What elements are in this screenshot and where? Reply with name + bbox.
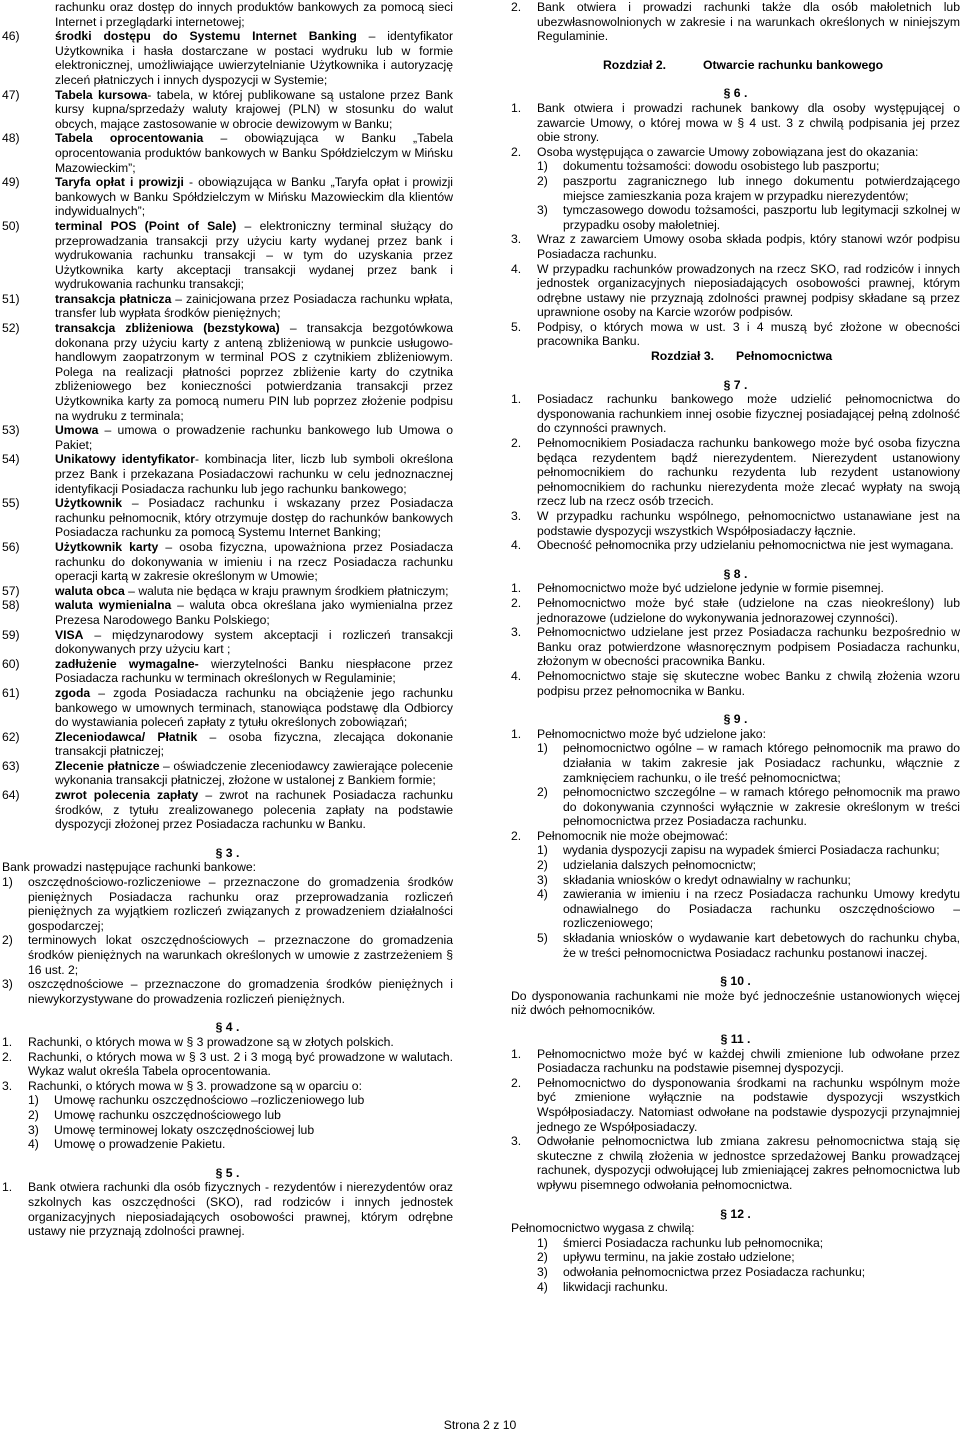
sub-item [511,931,960,960]
section-6-list-cont [511,232,960,349]
definition-item [2,29,453,87]
numbered-item-number: 3. [511,509,522,523]
definition-text: – Posiadacz rachunku i wskazany przez Posiadacza rachunku pełnomocnik, który otrzymuje dostęp do rachunków bankowych Posiadacza rachunku za pomocą Systemu Internet Banking; [55,496,453,540]
sub-item [2,1137,453,1152]
section-6-list [511,101,960,159]
definition-text: – elektroniczny terminal służący do przeprowadzania transakcji przy użyciu karty wydanej przez bank i wydrukowania rachunku transakcji – w tym do uzyskania przez Użytkownika karty akceptacji transakcji wydanej przez bank i wydrukowania rachunku transakcji; [55,218,453,292]
sub-item [511,887,960,931]
sub-item-number: 3) [28,1122,39,1137]
numbered-item-number: 2. [511,595,522,610]
numbered-item-number: 2. [511,144,522,159]
sub-item-text: pełnomocnictwo ogólne – w ramach którego pełnomocnik ma prawo do działania w takim zakresie jak Posiadacz rachunku, włącznie z zamknięciem rachunku, o ile treść pełnomocnictwa; [563,741,960,785]
numbered-item [511,320,960,349]
definition-term: Umowa [55,423,99,438]
sub-item-number: 1) [537,1235,548,1250]
numbered-item-text: Rachunki, o których mowa w § 3. prowadzone są w oparciu o: [28,1078,362,1093]
definition-text: – osoba fizyczna, upoważniona przez Posiadacza rachunku do dokonywania w imieniu i na rzecz Posiadacza rachunku operacji kartą w zakresie określonym w Umowie; [55,539,453,584]
sub-item-number: 2) [537,1250,548,1265]
numbered-item [511,392,960,436]
numbered-item-number: 2. [2,1049,13,1064]
sub-item-text: Umowę o prowadzenie Pakietu. [54,1137,226,1152]
numbered-item-text: Osoba występująca o zawarcie Umowy zobowiązana jest do okazania: [537,144,919,159]
numbered-item-number: 2. [511,436,522,451]
numbered-item-number: 1. [511,100,522,115]
definition-term: zwrot polecenia zapłaty [55,788,199,803]
numbered-item-number: 3. [511,1134,522,1149]
definition-item [2,452,453,496]
definition-term: środki dostępu do Systemu Internet Banking [55,29,357,44]
list-item [2,933,453,977]
sub-item [511,1236,960,1251]
section-8-list [511,581,960,698]
definition-number: 46) [2,29,20,44]
numbered-item-number: 5. [511,319,522,334]
definition-term: transakcja zbliżeniowa (bezstykowa) [55,321,280,336]
numbered-item-text: Wraz z zawarciem Umowy osoba składa podpis, który stanowi wzór podpisu Posiadacza rachunku. [537,232,960,261]
definition-item [2,730,453,759]
numbered-item-text: Rachunki, o których mowa w § 3 ust. 2 i 3 mogą być prowadzone w walutach. Wykaz walut określa Tabela oprocentowania. [28,1049,453,1079]
definition-number: 50) [2,218,20,233]
definition-term: zadłużenie wymagalne- [55,656,199,671]
section-4-sublist [2,1093,453,1151]
sub-item [511,741,960,785]
sub-item [2,1123,453,1138]
definition-item [2,686,453,730]
numbered-item [2,1180,453,1238]
definition-term: Unikatowy identyfikator [55,452,195,467]
numbered-item-number: 3. [2,1078,13,1093]
section-10-text: Do dysponowania rachunkami nie może być jednocześnie ustanowionych więcej niż dwóch pełnomocników. [511,988,960,1018]
sub-item-number: 5) [537,931,548,946]
section-12-sublist [511,1236,960,1294]
numbered-item-number: 3. [511,232,522,247]
numbered-item-number: 1. [2,1034,13,1049]
definition-item [2,88,453,132]
definition-number: 55) [2,496,20,511]
numbered-item-text: Bank otwiera i prowadzi rachunki także dla osób małoletnich lub ubezwłasnowolnionych w zakresie i na warunkach określonych w niniejszym Regulaminie. [537,0,960,44]
list-item-number: 1) [2,875,13,890]
definition-text: – transakcja bezgotówkowa dokonana przy użyciu karty z anteną zbliżeniową w punkcie usługowo-handlowym zaopatrzonym w terminal POS z czytnikiem zbliżeniowym. Polega na realizacji płatności poprzez zbliżenie karty do czytnika zbliżeniowego bez konieczności potwierdzania transakcji przez Użytkownika karty za pomocą numeru PIN lub poprzez złożenie podpisu na wydruku z terminala; [55,321,453,423]
numbered-item-text: W przypadku rachunku wspólnego, pełnomocnictwo ustanawiane jest na podstawie dyspozycji wszystkich Współposiadaczy łącznie. [537,509,960,538]
definition-number: 58) [2,598,20,613]
sub-item-text: składania wniosków o kredyt odnawialny w rachunku; [563,872,851,887]
list-item-number: 3) [2,977,13,992]
numbered-item [511,101,960,145]
list-item-text: oszczędnościowo-rozliczeniowe – przeznaczone do gromadzenia środków pieniężnych Posiadacza rachunku oraz przeprowadzania rozliczeń pieniężnych za wyjątkiem rozliczeń związanych z prowadzeniem działalności gospodarczej; [28,875,453,933]
definition-item [2,496,453,540]
definition-number: 49) [2,175,20,190]
numbered-item [511,596,960,625]
definition-item [2,628,453,657]
section-heading: § 9 . [723,712,748,727]
page-number: Strona 2 z 10 [443,1418,517,1432]
definition-text: – identyfikator Użytkownika i hasła dostarczane w postaci wydruku lub w formie elektronicznej, umożliwiające uwierzytelnianie Użytkownika i autoryzację zleceń płatniczych i innych dyspozycji w Systemie; [55,29,454,87]
definition-term: waluta obca [55,583,125,598]
section-5-list [2,1180,453,1238]
definition-term: waluta wymienialna [55,598,172,613]
definition-number: 60) [2,656,20,671]
definition-number: 59) [2,627,20,642]
definition-term: Zlecenie płatnicze [55,758,160,773]
sub-item [511,843,960,858]
sub-item-number: 3) [537,1264,548,1279]
definition-number: 54) [2,452,20,467]
sub-item [511,1280,960,1295]
section-heading: § 12 . [720,1206,751,1221]
list-item-text: oszczędnościowe – przeznaczone do gromadzenia środków pieniężnych i niewykorzystywane do prowadzenia rozliczeń pieniężnych. [28,977,453,1006]
definition-item [2,321,453,423]
numbered-item-text: Pełnomocnictwo do dysponowania środkami na rachunku wspólnym może być zmienione wyłącznie na podstawie dyspozycji wszystkich Współposiadaczy. Natomiast odwołane na podstawie dyspozycji przynajmniej jednego ze Współposiadaczy. [537,1075,960,1134]
section-9-sublist-2 [511,843,960,960]
numbered-item-number: 4. [511,668,522,683]
definition-item [2,219,453,292]
definition-item [2,598,453,627]
numbered-item-text: Bank otwiera rachunki dla osób fizycznych - rezydentów i nierezydentów oraz szkolnych kas oszczędności (SKO), rad rodziców i innych jednostek organizacyjnych nieposiadających osobowości prawnej, którym odrębne ustawy nie przyznają zdolności prawnej. [28,1180,453,1239]
section-heading: § 10 . [720,974,751,989]
definition-term: Tabela kursowa [55,87,148,102]
sub-item-text: śmierci Posiadacza rachunku lub pełnomocnika; [563,1235,824,1250]
numbered-item [511,669,960,698]
sub-item-text: wydania dyspozycji zapisu na wypadek śmierci Posiadacza rachunku; [563,843,940,858]
sub-item-number: 3) [537,203,548,218]
sub-item-text: odwołania pełnomocnictwa przez Posiadacza rachunku; [563,1264,866,1279]
section-7-list [511,392,960,553]
numbered-item [511,436,960,509]
definition-number: 56) [2,539,20,554]
definition-item [2,759,453,788]
definition-term: transakcja płatnicza [55,291,172,306]
section-11-list [511,1047,960,1193]
section-heading: § 3 . [215,845,240,860]
left-column [2,0,453,1239]
sub-item [511,159,960,174]
sub-item-number: 1) [537,159,548,174]
definition-term: zgoda [55,685,91,700]
definition-text: – waluta nie będąca w kraju prawnym środkiem płatniczym; [124,583,449,598]
definition-text: – oświadczenie zleceniodawcy zawierające polecenie wykonania transakcji płatniczej, złożone w ustalonej z Bankiem formie; [55,758,453,788]
sub-item [511,203,960,232]
sub-item-number: 4) [28,1137,39,1152]
numbered-item [511,1076,960,1134]
definition-text: wierzytelności Banku niespłacone przez Posiadacza rachunku w terminach określonych w Regulaminie; [55,656,454,686]
definition-item [2,584,453,599]
sub-item-text: Umowę rachunku oszczędnościowo –rozliczeniowego lub [54,1093,365,1108]
section-5-continued [511,0,960,44]
numbered-item-text: Pełnomocnictwo udzielane jest przez Posiadacza rachunku bezpośrednio w Banku oraz potwierdzone własnoręcznym podpisem Posiadacza rachunku, złożonym w obecności pracownika Banku. [537,625,960,669]
definition-text: - tabela, w której publikowane są ustalone przez Bank kursy kupna/sprzedaży waluty krajowej (PLN) w stosunku do walut obcych, mające zastosowanie w obrocie dewizowym w Banku; [55,87,453,131]
sub-item-number: 2) [537,785,548,800]
numbered-item [511,262,960,320]
definition-text: – osoba fizyczna, zlecająca dokonanie transakcji płatniczej; [55,729,453,759]
section-lead: Bank prowadzi następujące rachunki bankowe: [2,860,257,875]
numbered-item [511,625,960,669]
definition-term: Taryfa opłat i prowizji [55,175,184,190]
sub-item-text: składania wniosków o wydawanie kart debetowych do rachunku chyba, że w treści pełnomocnictwa Posiadacz rachunku postanowi inaczej. [563,931,960,960]
numbered-item-text: W przypadku rachunków prowadzonych na rzecz SKO, rad rodziców i innych jednostek organizacyjnych nieposiadających osobowości prawnej, którym odrębne ustawy nie przyznają zdolności prawnej podpisy składane są przez uprawnione osoby na Karcie wzorów podpisów. [537,261,960,320]
numbered-item-text: Pełnomocnikiem Posiadacza rachunku bankowego może być osoba fizyczna będąca rezydentem bądź nierezydentem. Nierezydent ustanowiony pełnomocnikiem do rachunku rezydenta lub rezydent ustanowiony pełnomocnikiem do rachunku nierezydenta może zlecać wypłaty na swoją rzecz lub na rzecz osób trzecich. [537,436,960,509]
numbered-item [511,0,960,44]
definition-number: 62) [2,729,20,744]
numbered-item-text: Pełnomocnictwo może być w każdej chwili zmienione lub odwołane przez Posiadacza rachunku na podstawie pisemnej dyspozycji. [537,1046,960,1076]
sub-item-text: pełnomocnictwo szczególne – w ramach którego pełnomocnik ma prawo do dokonywania czynności wyłącznie w zakresie określonym w treści pełnomocnictwa przez Posiadacza rachunku. [563,785,960,829]
numbered-item-text: Podpisy, o których mowa w ust. 3 i 4 muszą być złożone w obecności pracownika Banku. [537,319,960,349]
definition-number: 63) [2,758,20,773]
numbered-item: 2. Pełnomocnik nie może obejmować: [511,828,729,843]
definition-number: 52) [2,321,20,336]
sub-item-text: udzielania dalszych pełnomocnictw; [563,858,757,873]
numbered-item-number: 2. [511,1075,522,1090]
sub-item-text: zawierania w imieniu i na rzecz Posiadacza rachunku Umowy kredytu odnawialnego do Posiadacza rachunku oszczędnościowo –rozliczeniowego; [563,887,960,931]
definition-term: Tabela oprocentowania [55,131,204,146]
section-heading: § 4 . [215,1020,240,1035]
numbered-item [511,1047,960,1076]
numbered-item [511,145,960,160]
sub-item [2,1108,453,1123]
sub-item-text: paszportu zagranicznego lub innego dokumentu potwierdzającego miejsce zamieszkania poza krajem w przypadku nierezydentów; [563,173,960,203]
definition-number: 48) [2,131,20,146]
numbered-item [511,1134,960,1192]
definition-number: 61) [2,685,20,700]
numbered-item-text: Pełnomocnictwo może być udzielone jedynie w formie pisemnej. [537,581,884,596]
sub-item-number: 3) [537,872,548,887]
definition-number: 64) [2,788,20,803]
sub-item-number: 4) [537,887,548,902]
sub-item-number: 4) [537,1279,548,1294]
definition-item [2,175,453,219]
numbered-item-text: Obecność pełnomocnika przy udzielaniu pełnomocnictwa nie jest wymagana. [537,538,954,553]
definition-term: Użytkownik karty [55,539,159,554]
sub-item [511,873,960,888]
definition-item [2,131,453,175]
numbered-item [2,1079,453,1094]
numbered-item-number: 1. [511,1046,522,1061]
definition-text: – międzynarodowy system akceptacji i rozliczeń transakcji dokonywanych przy użyciu kart ; [55,627,453,657]
definition-text: – obowiązująca w Banku „Tabela oprocentowania produktów bankowych w Banku Spółdzielczym w Mińsku Mazowieckim”; [55,131,454,175]
definition-item [2,423,453,452]
numbered-item-text: Rachunki, o których mowa w § 3 prowadzone są w złotych polskich. [28,1034,394,1049]
sub-item-text: dokumentu tożsamości: dowodu osobistego lub paszportu; [563,159,880,174]
sub-item-number: 1) [28,1093,39,1108]
definition-number: 57) [2,583,20,598]
definition-text: – zwrot na rachunek Posiadacza rachunku środków, z tytułu zrealizowanego polecenia zapłaty na podstawie dyspozycji złożonej przez Posiadacza rachunku w Banku. [55,788,453,832]
numbered-item: 1. Pełnomocnictwo może być udzielone jako: [511,726,766,741]
list-item-number: 2) [2,933,13,948]
section-heading: § 6 . [723,86,748,101]
sub-item-text: upływu terminu, na jakie zostało udzielone; [563,1250,795,1265]
sub-item [511,1265,960,1280]
sub-item [2,1093,453,1108]
sub-item-text: likwidacji rachunku. [563,1279,668,1294]
definition-text: – zainicjowana przez Posiadacza rachunku wpłata, transfer lub wypłata środków pieniężnych; [55,291,453,321]
definition-item [2,657,453,686]
definition-number: 47) [2,87,20,102]
section-4-list [2,1035,453,1093]
section-12-lead: Pełnomocnictwo wygasa z chwilą: [511,1221,695,1236]
numbered-item-text: Odwołanie pełnomocnictwa lub zmiana zakresu pełnomocnictwa stają się skuteczne z chwilą złożenia w jednostce sprzedażowej Banku prowadzącej rachunek, dyspozycji odwołującej lub zmieniającej zakres pełnomocnictwa lub wpływu pisemnego odwołania pełnomocnictwa. [537,1134,960,1192]
numbered-item-number: 4. [511,261,522,276]
section-heading: § 5 . [215,1165,240,1180]
definition-text: – zgoda Posiadacza rachunku na obciążenie jego rachunku bankowego w umownych terminach, stanowiąca podstawę dla Odbiorcy do wystawiania poleceń zapłaty z tytułu określonych zobowiązań; [55,685,453,730]
definition-text: - kombinacja liter, liczb lub symboli określona przez Bank i przekazana Posiadaczowi rachunku w celu jednoznacznej identyfikacji Posiadacza rachunku lub jego rachunku bankowego; [55,452,453,496]
definition-text: – waluta obca określana jako wymienialna przez Prezesa Narodowego Banku Polskiego; [55,598,453,627]
sub-item [511,1250,960,1265]
definition-number: 53) [2,423,20,438]
sub-item-number: 2) [537,173,548,188]
numbered-item [2,1035,453,1050]
sub-item-number: 1) [537,741,548,756]
definitions-list [2,29,453,832]
numbered-item-number: 1. [511,392,522,407]
numbered-item [511,538,960,553]
definition-text: – umowa o prowadzenie rachunku bankowego lub Umowa o Pakiet; [55,423,453,452]
sub-item [511,785,960,829]
definition-item [2,788,453,832]
numbered-item-text: Pełnomocnictwo staje się skuteczne wobec Banku z chwilą złożenia wzoru podpisu przez pełnomocnika w Banku. [537,668,960,698]
section-heading: § 8 . [723,566,748,581]
list-item [2,875,453,933]
numbered-item-text: Pełnomocnictwo może być stałe (udzielone na czas nieokreślony) lub jednorazowe (udzielone do wykonywania jednorazowej czynności). [537,595,960,625]
sub-item-text: Umowę rachunku oszczędnościowego lub [54,1107,281,1122]
numbered-item [511,509,960,538]
numbered-item-number: 2. [511,0,522,14]
def-45-continuation: rachunku oraz dostęp do innych produktów bankowych za pomocą sieci Internet i przeglądarki internetowej; [55,0,453,29]
section-6-sublist [511,159,960,232]
section-heading: § 7 . [723,377,748,392]
numbered-item-text: Posiadacz rachunku bankowego może udzielić pełnomocnictwa do dysponowania rachunkiem innej osobie fizycznej posiadającej pełną zdolność do czynności prawnych. [537,392,960,436]
numbered-item [511,232,960,261]
section-9-sublist-1 [511,741,960,829]
section-heading: § 11 . [720,1032,751,1046]
numbered-item [2,1050,453,1079]
numbered-item-number: 3. [511,625,522,640]
definition-text: - obowiązująca w Banku „Taryfa opłat i prowizji bankowych w Banku Spółdzielczym w Mińsku Mazowieckim dla klientów indywidualnych”; [55,175,453,219]
chapter-heading-2: Rozdział 2. Otwarcie rachunku bankowego [603,57,884,72]
definition-term: terminal POS (Point of Sale) [55,218,237,233]
numbered-item-number: 4. [511,538,522,553]
definition-number: 51) [2,291,20,306]
definition-item [2,540,453,584]
list-item [2,977,453,1006]
definition-term: VISA [55,627,84,642]
numbered-item-number: 1. [2,1180,13,1195]
definition-term: Zleceniodawca/ Płatnik [55,729,198,744]
right-column [511,0,960,1294]
chapter-heading-3: Rozdział 3. Pełnomocnictwa [651,349,833,364]
sub-item-text: tymczasowego dowodu tożsamości, paszportu lub legitymacji szkolnej w przypadku osoby małoletniej. [563,203,960,232]
definition-item [2,292,453,321]
sub-item-number: 2) [537,858,548,873]
definition-term: Użytkownik [55,496,123,511]
list-item-text: terminowych lokat oszczędnościowych – przeznaczone do gromadzenia środków pieniężnych na warunkach określonych w umowie z zastrzeżeniem § 16 ust. 2; [28,933,453,977]
sub-item [511,174,960,203]
numbered-item-number: 1. [511,581,522,596]
sub-item-text: Umowę terminowej lokaty oszczędnościowej lub [54,1122,315,1137]
account-types-list [2,875,453,1006]
sub-item [511,858,960,873]
sub-item-number: 1) [537,843,548,858]
sub-item-number: 2) [28,1107,39,1122]
numbered-item-text: Bank otwiera i prowadzi rachunek bankowy dla osoby występującej o zawarcie Umowy, o której mowa w § 4 ust. 3 z chwilą podpisania jej przez obie strony. [537,100,960,145]
numbered-item [511,581,960,596]
